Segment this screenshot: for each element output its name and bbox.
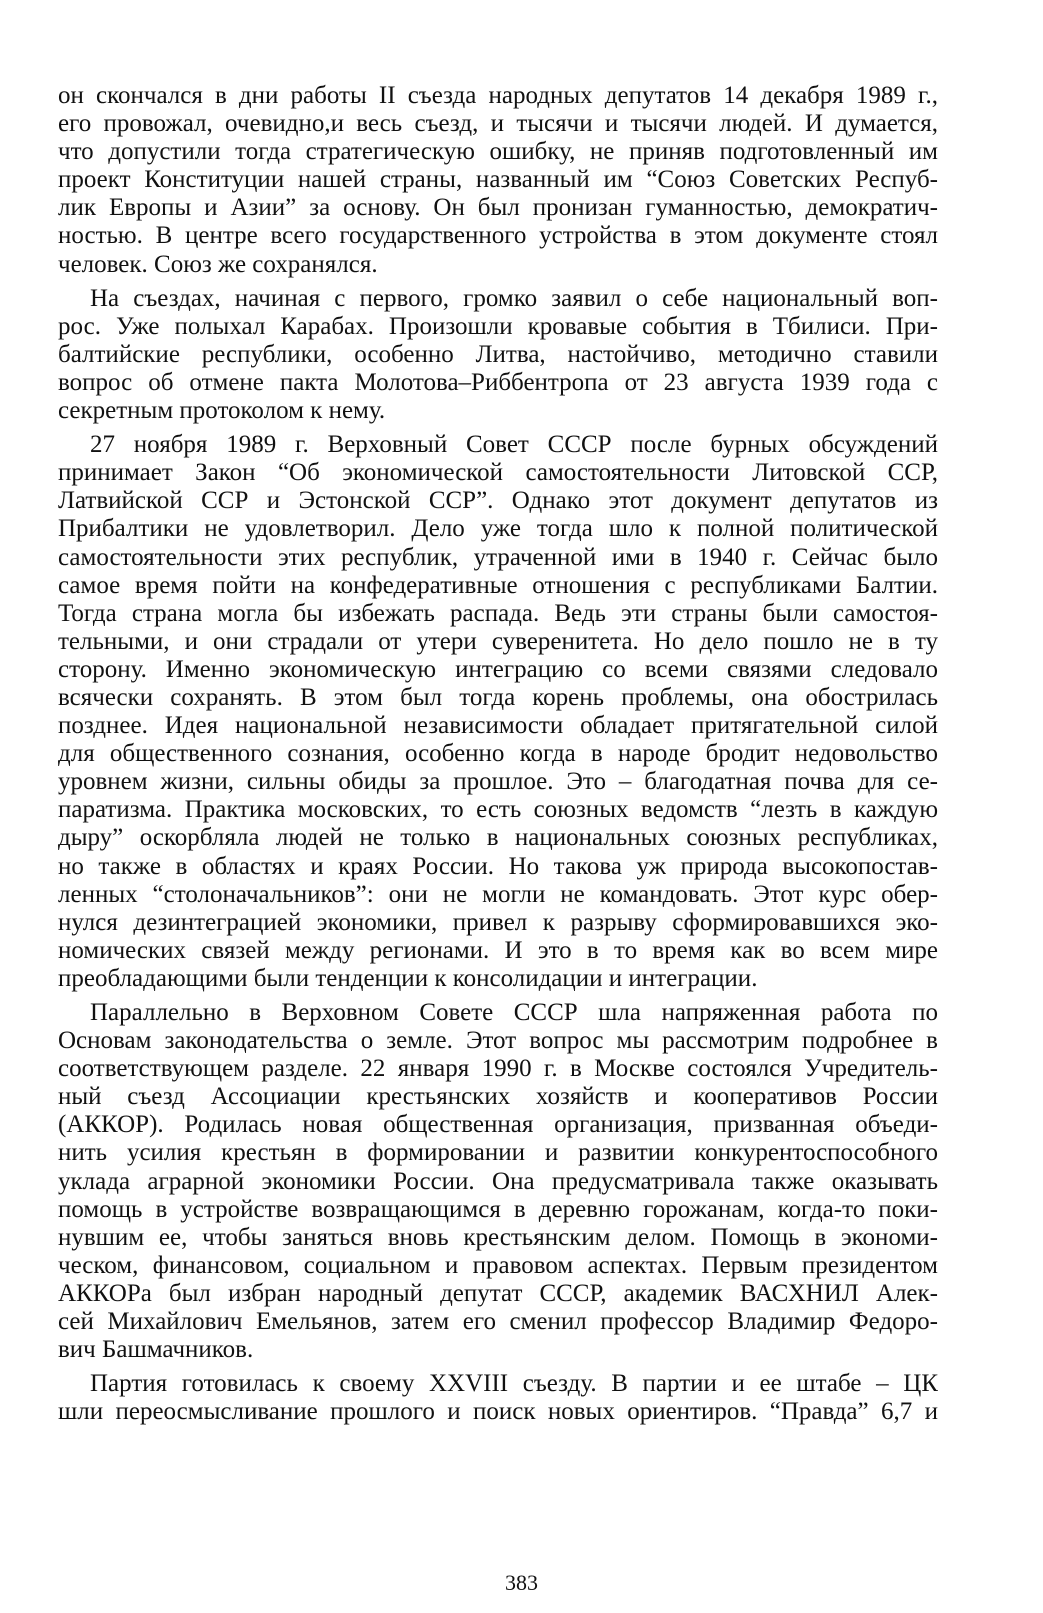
text-line: преобладающими были тенденции к консолидации и интеграции. <box>58 964 758 992</box>
text-line: что допустили тогда стратегическую ошибку, не приняв подготовленный им <box>58 138 938 166</box>
text-line: уровнем жизни, сильны обиды за прошлое. Это – благодатная почва для се- <box>58 768 938 796</box>
text-line: нить усилия крестьян в формировании и развитии конкурентоспособного <box>58 1139 938 1167</box>
text-line: 27 ноября 1989 г. Верховный Совет СССР после бурных обсуждений <box>90 431 938 459</box>
text-line: лик Европы и Азии” за основу. Он был пронизан гуманностью, демократич- <box>58 194 938 222</box>
text-line: ческом, финансовом, социальном и правовом аспектах. Первым президентом <box>58 1251 938 1279</box>
text-line: ный съезд Ассоциации крестьянских хозяйств и кооперативов России <box>58 1083 938 1111</box>
text-line: но также в областях и краях России. Но такова уж природа высокопостав- <box>58 852 938 880</box>
text-line: Основам законодательства о земле. Этот вопрос мы рассмотрим подробнее в <box>58 1027 938 1055</box>
text-line: номических связей между регионами. И это в то время как во всем мире <box>58 936 938 964</box>
text-line: Параллельно в Верховном Совете СССР шла напряженная работа по <box>90 999 938 1026</box>
text-line: для общественного сознания, особенно когда в народе бродит недовольство <box>58 740 938 768</box>
text-line: шли переосмысливание прошлого и поиск новых ориентиров. “Правда” 6,7 и <box>58 1398 938 1426</box>
text-line: помощь в устройстве возвращающимся в деревню горожанам, когда-то поки- <box>58 1195 938 1223</box>
text-line: самое время пойти на конфедеративные отношения с республиками Балтии. <box>58 571 938 599</box>
text-line: соответствующем разделе. 22 января 1990 г. в Москве состоялся Учредитель- <box>58 1055 938 1083</box>
text-line: тельными, и они страдали от утери суверенитета. Но дело пошло не в ту <box>58 627 938 655</box>
text-line: его провожал, очевидно,и весь съезд, и тысячи и тысячи людей. И думается, <box>58 110 938 138</box>
text-line: Латвийской ССР и Эстонской ССР”. Однако этот документ депутатов из <box>58 487 938 515</box>
text-line: дыру” оскорбляла людей не только в национальных союзных республиках, <box>58 824 938 852</box>
text-line: он скончался в дни работы II съезда народных депутатов 14 декабря 1989 г., <box>58 82 938 109</box>
text-line: балтийские республики, особенно Литва, настойчиво, методично ставили <box>58 340 938 368</box>
text-line: нулся дезинтеграцией экономики, привел к разрыву сформировавшихся эко- <box>58 908 938 936</box>
text-line: позднее. Идея национальной независимости обладает притягательной силой <box>58 712 938 740</box>
text-line: сторону. Именно экономическую интеграцию со всеми связями следовало <box>58 655 938 683</box>
text-line: всячески сохранять. В этом был тогда корень проблемы, она обострилась <box>58 683 938 711</box>
text-line: Прибалтики не удовлетворил. Дело уже тогда шло к полной политической <box>58 515 938 543</box>
page-text-block <box>58 82 938 1426</box>
text-line: вич Башмачников. <box>58 1336 254 1364</box>
text-line: секретным протоколом к нему. <box>58 397 386 425</box>
text-line: нувшим ее, чтобы заняться вновь крестьянским делом. Помощь в экономи- <box>58 1223 938 1251</box>
page-number: 383 <box>505 1570 538 1595</box>
text-line: (АККОР). Родилась новая общественная организация, призванная объеди- <box>58 1111 938 1139</box>
text-line: Партия готовилась к своему XXVIII съезду. В партии и ее штабе – ЦК <box>90 1370 938 1398</box>
text-line: рос. Уже полыхал Карабах. Произошли кровавые события в Тбилиси. При- <box>58 312 938 340</box>
paragraph <box>58 431 938 993</box>
text-line: АККОРа был избран народный депутат СССР, академик ВАСХНИЛ Алек- <box>58 1279 938 1307</box>
text-line: вопрос об отмене пакта Молотова–Риббентропа от 23 августа 1939 года с <box>58 368 938 396</box>
text-line: ностью. В центре всего государственного устройства в этом документе стоял <box>58 222 938 250</box>
paragraph <box>58 285 938 425</box>
paragraph <box>58 1370 938 1426</box>
text-line: На съездах, начиная с первого, громко заявил о себе национальный воп- <box>90 284 938 312</box>
text-line: ленных “столоначальников”: они не могли не командовать. Этот курс обер- <box>58 880 938 908</box>
paragraph <box>58 82 938 279</box>
text-line: сей Михайлович Емельянов, затем его сменил профессор Владимир Федоро- <box>58 1308 938 1336</box>
text-line: человек. Союз же сохранялся. <box>58 250 378 278</box>
text-line: принимает Закон “Об экономической самостоятельности Литовской ССР, <box>58 459 938 487</box>
text-line: паратизма. Практика московских, то есть союзных ведомств “лезть в каждую <box>58 796 938 824</box>
text-line: уклада аграрной экономики России. Она предусматривала также оказывать <box>58 1167 938 1195</box>
text-line: Тогда страна могла бы избежать распада. Ведь эти страны были самостоя- <box>58 599 938 627</box>
paragraph <box>58 999 938 1364</box>
text-line: проект Конституции нашей страны, названный им “Союз Советских Респуб- <box>58 166 938 194</box>
text-line: самостоятельности этих республик, утраченной ими в 1940 г. Сейчас было <box>58 543 938 571</box>
